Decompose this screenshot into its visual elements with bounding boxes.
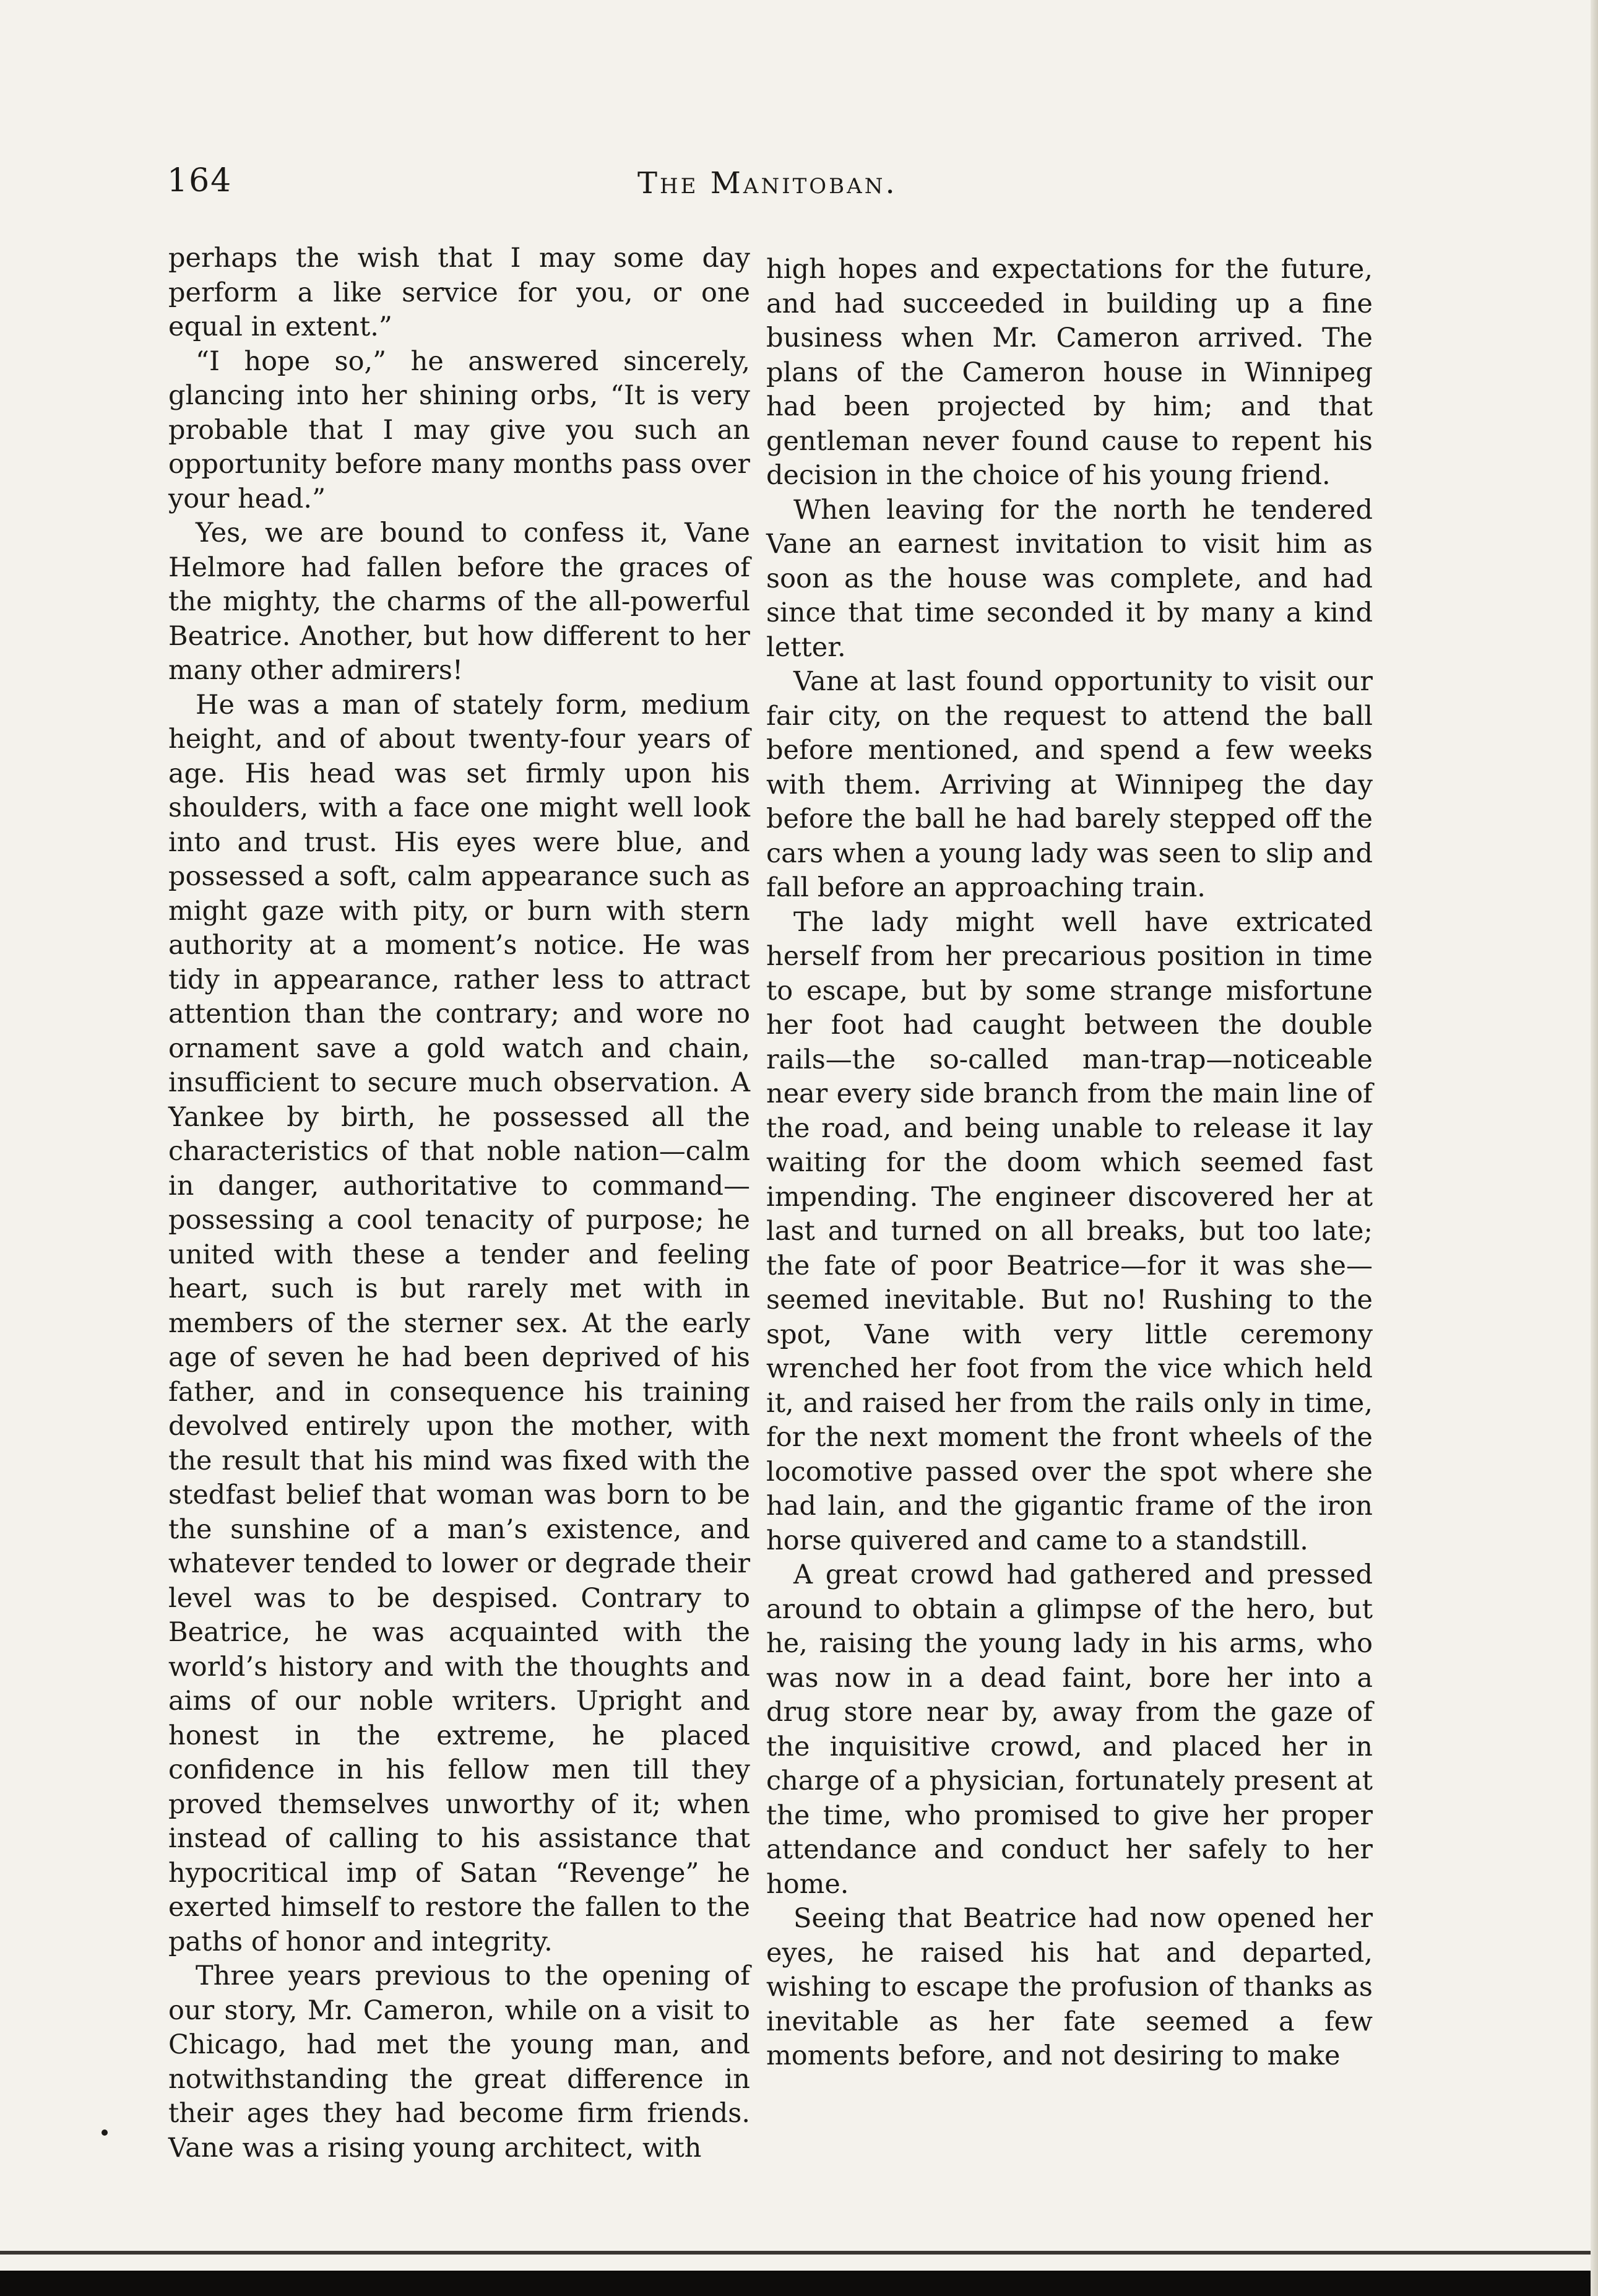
paragraph: Seeing that Beatrice had now opened her eyes, he raised his hat and departed, wishing to escape the profusion of thanks as inevitable as her fate seemed a few moments before, and not desiring to make: [766, 1903, 1373, 2071]
running-title: The Manitoban.: [637, 166, 897, 201]
ink-speck: [101, 2129, 108, 2136]
paragraph: “I hope so,” he answered sincerely, glancing into her shining orbs, “It is very probable that I may give you such an opportunity before many months pass over your head.”: [168, 345, 750, 514]
paragraph: Vane at last found opportunity to visit our fair city, on the request to attend the ball before mentioned, and spend a few weeks with them. Arriving at Winnipeg the day before the ball he had barely stepped off the cars when a young lady was seen to slip and fall before an approaching train.: [766, 666, 1373, 903]
page-edge-shadow: [1591, 0, 1598, 2296]
paragraph: high hopes and expectations for the future, and had succeeded in building up a fine business when Mr. Cameron arrived. The plans of the Cameron house in Winnipeg had been projected by him; and that gentleman never found cause to repent his decision in the choice of his young friend.: [766, 254, 1373, 491]
paragraph: The lady might well have extricated herself from her precarious position in time to escape, but by some strange misfortune her foot had caught between the double rails—the so-called man-trap—noticeable near every side branch from the main line of the road, and being unable to release it lay waiting for the doom which seemed fast impending. The engineer discovered her at last and turned on all breaks, but too late; the fate of poor Beatrice—for it was she—seemed inevitable. But no! Rushing to the spot, Vane with very little ceremony wrenched her foot from the vice which held it, and raised her from the rails only in time, for the next moment the front wheels of the locomotive passed over the spot where she had lain, and the gigantic frame of the iron horse quivered and came to a standstill.: [766, 906, 1373, 1556]
page-number: 164: [167, 162, 233, 199]
paragraph: Three years previous to the opening of our story, Mr. Cameron, while on a visit to Chicago, had met the young man, and notwithstanding the great difference in their ages they had become firm friends. Vane was a rising young architect, with: [168, 1960, 750, 2164]
left-column: [168, 241, 750, 2165]
paragraph: perhaps the wish that I may some day perform a like service for you, or one equal in extent.”: [168, 243, 750, 342]
right-column: [766, 253, 1373, 2074]
scan-edge-band: [0, 2271, 1598, 2296]
paragraph: He was a man of stately form, medium height, and of about twenty-four years of age. His head was set firmly upon his shoulders, with a face one might well look into and trust. His eyes were blue, and possessed a soft, calm appearance such as might gaze with pity, or burn with stern authority at a moment’s notice. He was tidy in appearance, rather less to attract attention than the contrary; and wore no ornament save a gold watch and chain, insufficient to secure much observation. A Yankee by birth, he possessed all the characteristics of that noble nation—calm in danger, authoritative to command—possessing a cool tenacity of purpose; he united with these a tender and feeling heart, such is but rarely met with in members of the sterner sex. At the early age of seven he had been deprived of his father, and in consequence his training devolved entirely upon the mother, with the result that his mind was fixed with the stedfast belief that woman was born to be the sunshine of a man’s existence, and whatever tended to lower or degrade their level was to be despised. Contrary to Beatrice, he was acquainted with the world’s history and with the thoughts and aims of our noble writers. Upright and honest in the extreme, he placed confidence in his fellow men till they proved themselves unworthy of it; when instead of calling to his assistance that hypocritical imp of Satan “Revenge” he exerted himself to restore the fallen to the paths of honor and integrity.: [168, 689, 750, 1957]
paragraph: A great crowd had gathered and pressed around to obtain a glimpse of the hero, but he, raising the young lady in his arms, who was now in a dead faint, bore her into a drug store near by, away from the gaze of the inquisitive crowd, and placed her in charge of a physician, fortunately present at the time, who promised to give her proper attendance and conduct her safely to her home.: [766, 1559, 1373, 1900]
paragraph: Yes, we are bound to confess it, Vane Helmore had fallen before the graces of the mighty, the charms of the all-powerful Beatrice. Another, but how different to her many other admirers!: [168, 518, 750, 686]
paragraph: When leaving for the north he tendered Vane an earnest invitation to visit him as soon as the house was complete, and had since that time seconded it by many a kind letter.: [766, 494, 1373, 663]
bottom-rule: [0, 2251, 1598, 2255]
page-header: [0, 162, 1598, 212]
